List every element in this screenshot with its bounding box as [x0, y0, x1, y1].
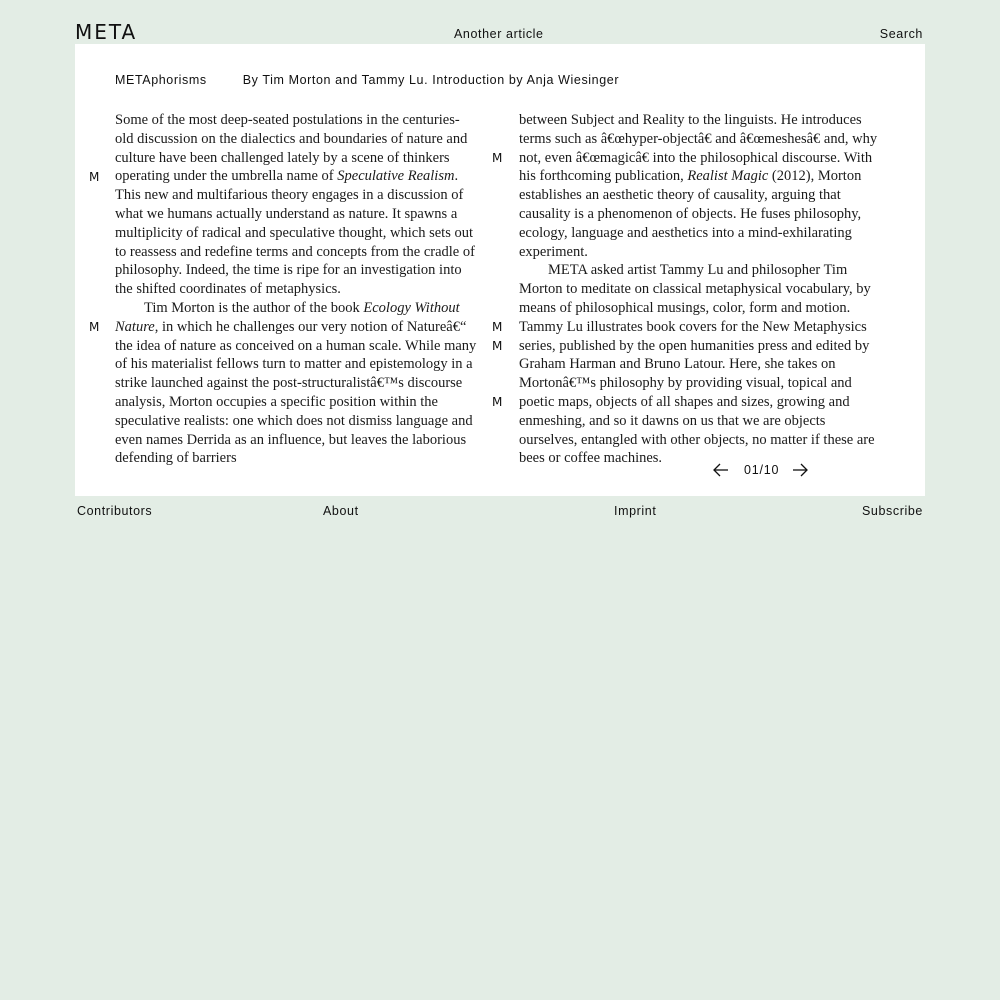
section-name: METAphorisms — [115, 73, 207, 87]
arrow-right-icon[interactable] — [791, 463, 809, 477]
article-byline: By Tim Morton and Tammy Lu. Introduction by Anja Wiesinger — [242, 73, 620, 87]
site-header — [75, 0, 925, 44]
pagination — [712, 460, 809, 480]
margin-marker[interactable]: M — [492, 151, 503, 165]
subscribe-link[interactable]: Subscribe — [862, 504, 923, 518]
another-article-link[interactable]: Another article — [454, 27, 544, 41]
article-card — [75, 44, 925, 496]
page-counter: 01/10 — [744, 463, 780, 477]
term-speculative-realism: Speculative Realism — [337, 168, 455, 185]
margin-marker[interactable]: M — [89, 170, 100, 184]
paragraph: Some of the most deep-seated postulations in the centuries-old discussion on the dialectics and boundaries of nature and culture have been challenged lately by a scene of thinkers operating under the umbrella name of Speculative Realism. This new and multifarious theory engages in a discussion of what we humans actually understand as nature. It spawns a multiplicity of radical and speculative thought, which sets out to reassess and redefine terms and concepts from the cradle of philosophy. Indeed, the time is ripe for an investigation into the shifted coordinates of metaphysics. — [115, 112, 475, 298]
paragraph: META asked artist Tammy Lu and philosopher Tim Morton to meditate on classical metaphysical vocabulary, by means of philosophical musings, color, form and motion. Tammy Lu illustrates book covers for the New Metaphysics series, published by the open humanities press and edited by Graham Harman and Bruno Latour. Here, she takes on Mortonâ€™s philosophy by providing visual, topical and poetic maps, objects of all shapes and sizes, growing and enmeshing, and so it dawns on us that we are objects ourselves, entangled with other objects, no matter if these are bees or coffee machines. — [519, 262, 875, 467]
site-footer — [75, 496, 925, 526]
margin-marker[interactable]: M — [492, 320, 503, 334]
margin-marker[interactable]: M — [89, 320, 100, 334]
article-meta — [115, 73, 619, 87]
article-column-right — [519, 111, 885, 468]
arrow-left-icon[interactable] — [712, 463, 730, 477]
margin-marker[interactable]: M — [492, 395, 503, 409]
paragraph: between Subject and Reality to the linguists. He introduces terms such as â€œhyper-objectâ€ and â€œmeshesâ€ and, why not, even â€œmagicâ€ into the philosophical discourse. With his forthcoming publication, Realist Magic (2012), Morton establishes an aesthetic theory of causality, arguing that causality is a phenomenon of objects. He fuses philosophy, ecology, language and aesthetics into a mind-exhilarating experiment. — [519, 112, 878, 260]
book-title-realist-magic: Realist Magic — [687, 168, 769, 185]
imprint-link[interactable]: Imprint — [614, 504, 657, 518]
about-link[interactable]: About — [323, 504, 359, 518]
site-logo[interactable]: META — [75, 20, 138, 44]
search-link[interactable]: Search — [879, 27, 923, 41]
article-column-left — [115, 111, 477, 468]
book-title-ecology: Ecology Without Nature — [115, 299, 460, 335]
margin-marker[interactable]: M — [492, 339, 503, 353]
paragraph: Tim Morton is the author of the book Ecology Without Nature, in which he challenges our very notion of Natureâ€“ the idea of nature as conceived on a human scale. While many of his materialist fellows turn to matter and epistemology in a strike launched against the post-structuralistâ€™s discourse analysis, Morton occupies a specific position within the speculative realists: one which does not dismiss language and even names Derrida as an influence, but leaves the laborious defending of barriers — [115, 299, 477, 467]
contributors-link[interactable]: Contributors — [77, 504, 153, 518]
